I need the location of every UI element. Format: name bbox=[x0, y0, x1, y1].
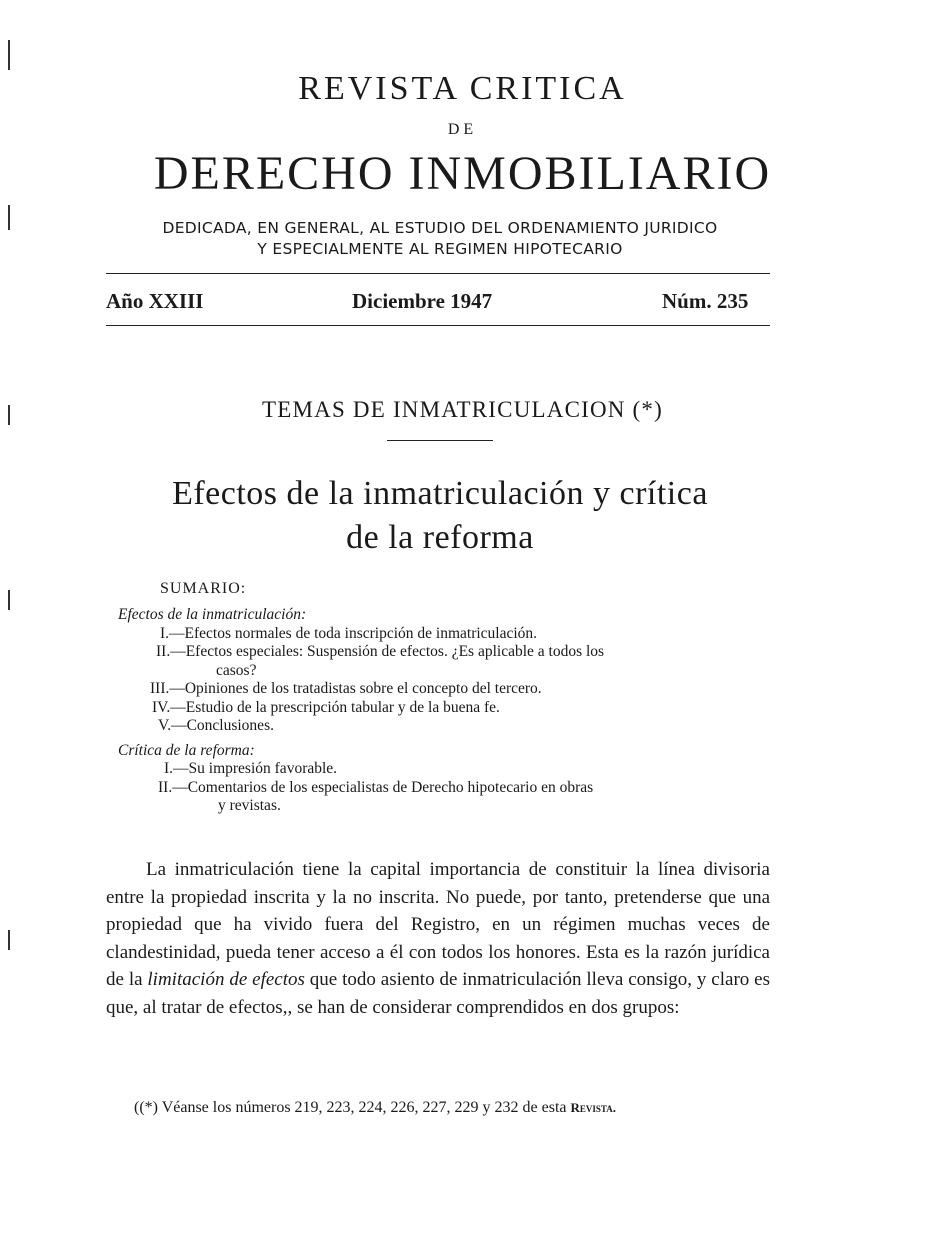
footnote bbox=[106, 1098, 770, 1118]
body-paragraph bbox=[106, 856, 770, 1021]
issue-date: Diciembre 1947 bbox=[352, 289, 493, 313]
header-rule-top bbox=[106, 273, 770, 274]
summary-item: II.—Efectos especiales: Suspensión de efectos. ¿Es aplicable a todos los bbox=[156, 643, 605, 660]
summary-group-heading: Crítica de la reforma: bbox=[118, 741, 255, 759]
paragraph-italic: limitación de efectos bbox=[147, 969, 305, 990]
summary-item: I.—Su impresión favorable. bbox=[164, 760, 338, 777]
summary-item: IV.—Estudio de la prescripción tabular y de la buena fe. bbox=[152, 698, 500, 716]
dedication-line-1: DEDICADA, EN GENERAL, AL ESTUDIO DEL ORDENAMIENTO JURIDICO bbox=[162, 219, 718, 237]
margin-mark bbox=[8, 930, 10, 950]
footnote-smallcaps: Revista. bbox=[570, 1100, 617, 1115]
footnote-text: ((*) Véanse los números 219, 223, 224, 226, 227, 229 y 232 de esta bbox=[134, 1099, 571, 1116]
issue-number: Núm. 235 bbox=[662, 289, 749, 313]
journal-title-de: DE bbox=[447, 121, 478, 138]
paragraph-text: que todo asiento de inmatriculación lleva consigo, y claro es que, al tratar de efectos,, se han de considerar comprendidos en dos grupos: bbox=[106, 969, 770, 1018]
margin-mark bbox=[8, 40, 10, 70]
summary-item: I.—Efectos normales de toda inscripción de inmatriculación. bbox=[160, 624, 538, 642]
journal-title: REVISTA CRITICA bbox=[298, 70, 627, 107]
paragraph-1 bbox=[106, 856, 770, 1021]
summary-label: SUMARIO: bbox=[160, 580, 247, 597]
summary-item: II.—Comentarios de los especialistas de Derecho hipotecario en obras bbox=[158, 778, 594, 796]
article-title-line-1: Efectos de la inmatriculación y crítica bbox=[172, 475, 708, 512]
section-rule bbox=[387, 440, 493, 441]
summary-item: III.—Opiniones de los tratadistas sobre el concepto del tercero. bbox=[150, 680, 542, 697]
article-title bbox=[90, 472, 790, 560]
dedication-line-2: Y ESPECIALMENTE AL REGIMEN HIPOTECARIO bbox=[257, 240, 623, 258]
summary-item: y revistas. bbox=[218, 797, 281, 814]
header-rule-bottom bbox=[106, 325, 770, 326]
margin-mark bbox=[8, 205, 10, 230]
section-title: TEMAS DE INMATRICULACION (*) bbox=[262, 397, 663, 422]
summary-list bbox=[118, 606, 778, 816]
journal-subtitle: DERECHO INMOBILIARIO bbox=[153, 147, 772, 200]
article-title-line-2: de la reforma bbox=[346, 519, 534, 556]
margin-mark bbox=[8, 590, 10, 610]
issue-year: Año XXIII bbox=[106, 289, 204, 313]
summary-item: V.—Conclusiones. bbox=[158, 717, 274, 734]
dedication bbox=[100, 218, 780, 260]
summary-item: casos? bbox=[216, 661, 257, 679]
summary-group-heading: Efectos de la inmatriculación: bbox=[118, 606, 307, 623]
paragraph-text: La inmatriculación tiene la capital importancia de constituir la línea divisoria entre la propiedad inscrita y la no inscrita. No puede, por tanto, pretenderse que una propiedad que ha vivido fuera del Registro, en un régimen muchas veces de clandestinidad, pueda tener acceso a él con todos los honores. Esta es la razón jurídica de la bbox=[106, 859, 770, 990]
